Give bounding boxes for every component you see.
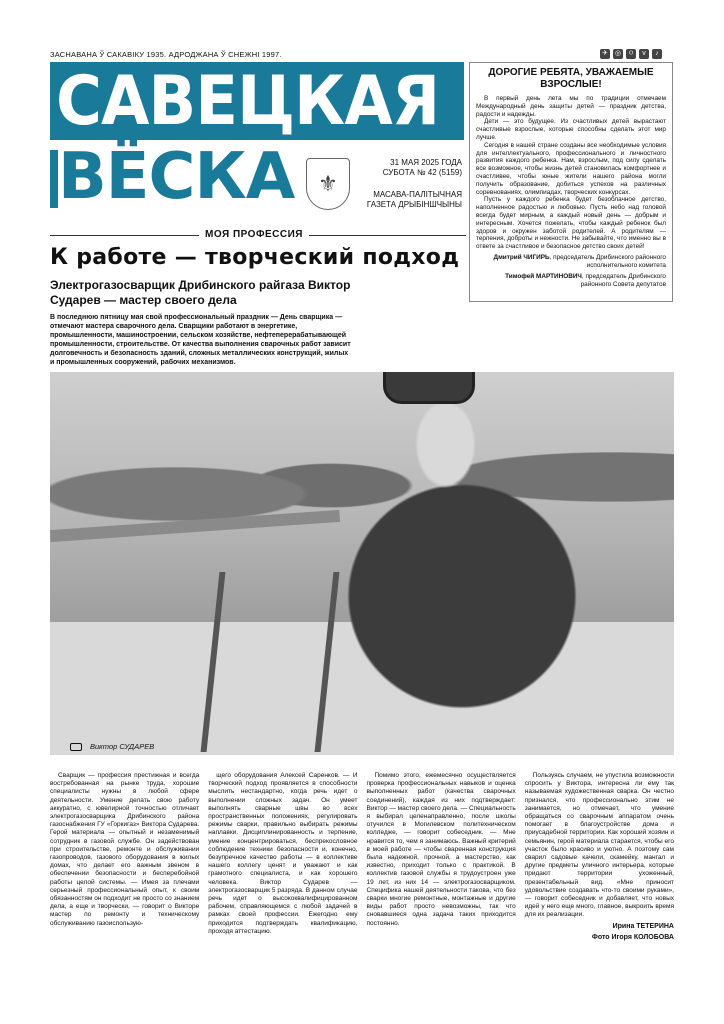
column-3-text: Помимо этого, ежемесячно осуществляется проверка профессиональных навыков и оценка выполненных работ (качества сварочных соединений), каждая из них подтверждает: Виктор — мастер своего дела. — Специальность я выбирал целенаправленно, после школы отучился в Могилевском политехническом колледже, — говорит собеседник. — Мне нравится то, чем я занимаюсь. Важный критерий в моей работе — чтобы сваренная конструкция была надежной, прочной, а мастерство, как известно, приходит только с практикой. В коллектив газовой службы я трудоустроен уже 19 лет, из них 14 — электрогазосварщиком. Специфика нашей деятельности такова, что без сварки многие ремонтные, монтажные и другие виды работ просто невозможны, так что сновавшиеся одна задача таких приходится постоянно. <box>366 772 516 927</box>
article-headline: К работе — творческий подход <box>50 245 460 270</box>
column-2-text: щего оборудования Алексей Саренков. — И творческий подход проявляется в способности мыслить нестандартно, когда речь идет о выполнении сложных задач. Он умеет выполнять сварные швы во всех пространственных положениях, регулировать режимы сварки, правильно выбирать режимы наплавки. Дисциплинированность и терпение, умение концентрироваться, беспрекословное соблюдение техники безопасности и, конечно, безупречное качество работы — в коллективе нашего коллегу ценят и уважают и как грамотного специалиста, и как хорошего человека. Виктор Сударев — электрогазосварщик 5 разряда. В данном случае речь идет о высококвалифицированном рабочем, справляющемся с любой задачей в рамках своей профессии. Ежегодно ему приходится подтверждать квалификацию, проходя аттестацию. <box>208 772 358 935</box>
masthead-title-line2: ВЁСКА <box>58 140 295 214</box>
masthead-title-line1: САВЕЦКАЯ <box>56 62 440 141</box>
rubric-label: МОЯ ПРОФЕССИЯ <box>199 229 309 240</box>
issue-date: 31 МАЯ 2025 ГОДА <box>390 158 462 167</box>
article-lead: В последнюю пятницу мая свой профессиональный праздник — День сварщика — отмечают мастера сварочного дела. Сварщики работают в энергетике, промышленности, машиностроении, сельском хозяйстве, нефтеперерабатывающей промышленности, строительстве. От качества выполнения сварочных работ зависит долговечность и безопасность зданий, сложных металлических конструкций, жилых и промышленных сооружений, рабочих механизмов. <box>50 314 351 366</box>
signature-2-name: Тимофей МАРТИНОВИЧ <box>505 272 582 280</box>
signature-1-name: Дмитрий ЧИГИРЬ <box>493 253 550 261</box>
welder-photo <box>50 372 674 755</box>
coat-of-arms-icon: ⚜ <box>306 158 350 210</box>
article-column-2 <box>208 772 357 1000</box>
signature-1 <box>476 254 666 270</box>
column-1-text: Сварщик — профессия престижная и всегда востребованная на рынке труда, хорошие специалисты нужны в любой сфере деятельности. Умение делать свою работу аккуратно, с ювелирной точностью отличает электрогазосварщика Дрибинского района газоснабжения ГУ «Горкигаз» Виктора Сударева. Герой материала — опытный и незаменимый сотрудник в газовой службе. Он задействован при строительстве, ремонте и обслуживании газопроводов, газового оборудования в жилых домах, что делает его важным звеном в обеспечении безопасности и бесперебойной работы целой системы. — Имея за плечами серьезный профессиональный опыт, к своим обязанностям он подходит не просто со знанием дела, а еще и творчески, — говорит о Викторе мастер по ремонту и техническому обслуживанию газоиспользую- <box>50 772 200 927</box>
photo-caption <box>70 742 154 751</box>
tiktok-icon[interactable]: ♪ <box>652 49 662 59</box>
issue-description: МАСАВА-ПАЛІТЫЧНАЯ ГАЗЕТА ДРЫБІНШЧЫНЫ <box>366 190 462 209</box>
signature-2-role: , председатель Дрибинского районного Совета депутатов <box>580 272 666 288</box>
masthead-banner <box>50 62 464 140</box>
instagram-icon[interactable]: ◎ <box>614 50 622 57</box>
article-column-4 <box>525 772 674 1000</box>
founding-note: ЗАСНАВАНА Ў САКАВІКУ 1935. АДРОДЖАНА Ў СНЕЖНІ 1997. <box>50 50 282 59</box>
author-byline: Ирина ТЕТЕРИНА <box>612 922 674 930</box>
greeting-paragraph: В первый день лета мы по традиции отмечаем Международный день защиты детей — праздник детства, радости и надежды. <box>476 95 666 118</box>
greeting-paragraph: Пусть у каждого ребенка будет безоблачное детство, наполненное радостью и любовью. Пусть небо над головой всегда будет мирным, а каждый новый день — добрым и интересным. Хочется пожелать, чтобы каждый ребенок был здоров и окружен заботой родителей. А родителям — терпения, доброты и нежности. Не забывайте, что именно вы в ответе за счастливое и безопасное детство своих детей! <box>476 196 666 251</box>
welding-mask <box>383 372 475 404</box>
signature-1-role: , председатель Дрибинского районного исполнительного комитета <box>549 253 666 269</box>
vk-icon[interactable]: v <box>639 49 649 59</box>
photo-tripod <box>201 572 340 752</box>
article-column-3 <box>367 772 516 1000</box>
photo-byline: Фото Игоря КОЛОБОВА <box>591 933 674 941</box>
article-subhead: Электрогазосварщик Дрибинского райгаза Виктор Сударев — мастер своего дела <box>50 278 351 307</box>
camera-icon <box>70 743 82 751</box>
greeting-paragraph: Дети — это будущее. Из счастливых детей вырастают счастливые взрослые, которые способны сделать этот мир лучше. <box>476 118 666 141</box>
article-column-1 <box>50 772 199 1000</box>
telegram-icon[interactable]: ✈ <box>600 49 610 59</box>
greeting-paragraph: Сегодня в нашей стране созданы все необходимые условия для интеллектуального, профессионального и личностного развития каждого ребенка. Нам, взрослым, под силу сделать все возможное, чтобы жизнь детей становилась комфортнее и счастливее, чтобы юные жители нашего района могли получить образование, добиться успехов на различных соревнованиях, олимпиадах, творческих конкурсах. <box>476 141 666 196</box>
issue-number: СУБОТА № 42 (5159) <box>382 168 462 177</box>
greeting-box <box>469 62 673 302</box>
masthead-accent-bar <box>50 150 58 208</box>
signature-2 <box>476 273 666 289</box>
article-body <box>50 772 674 1000</box>
column-4-text: Пользуясь случаем, не упустила возможности спросить у Виктора, интересна ли ему так называемая художественная сварка. Он честно признался, что профессионально этим не занимается, но отмечает, что умение обращаться со сварочным аппаратом очень помогает в благоустройстве дома и приусадебной территории. Как хороший хозяин и семьянин, герой материала старается, чтобы его участок было красиво и уютно. А поэтому сам сварил садовые качели, скамейку, мангал и другие предметы уличного интерьера, которые придают территории ухоженный, презентабельный вид. «Мне приносит удовольствие создавать что-то своими руками», — говорит собеседник и добавляет, что новых идей у него еще много, главное, выкроить время для их реализации. <box>524 772 674 919</box>
photo-caption-text: Виктор СУДАРЕВ <box>90 742 155 751</box>
issue-info <box>352 158 462 210</box>
photo-welder <box>330 402 660 755</box>
social-icons <box>600 49 662 59</box>
greeting-title: ДОРОГИЕ РЕБЯТА, УВАЖАЕМЫЕ ВЗРОСЛЫЕ! <box>488 67 654 90</box>
ok-icon[interactable]: ㅇ <box>627 50 635 57</box>
